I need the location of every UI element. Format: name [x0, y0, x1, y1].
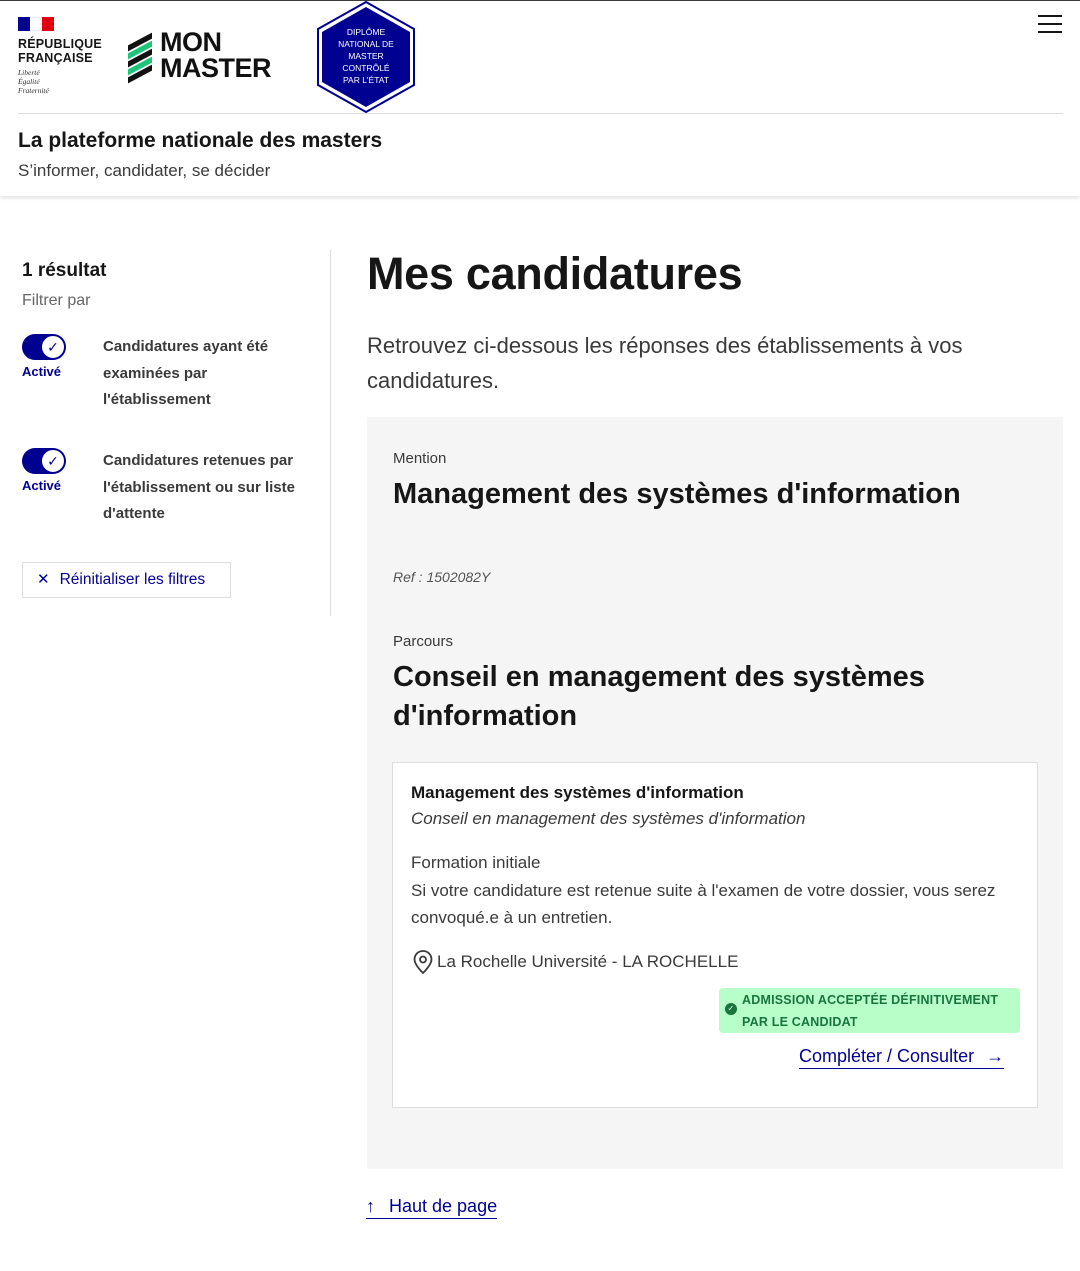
formation-type: Formation initiale [411, 853, 541, 872]
site-title[interactable]: La plateforme nationale des masters [18, 129, 383, 152]
filter-by-label: Filtrer par [22, 292, 91, 309]
mention-label: Mention [393, 450, 447, 467]
close-icon: ✕ [37, 571, 50, 588]
back-to-top-label: Haut de page [389, 1196, 498, 1216]
back-to-top-link[interactable] [366, 1196, 497, 1219]
complete-consult-link[interactable] [799, 1046, 1004, 1069]
filters-sidebar [0, 250, 331, 616]
republique-francaise-logo[interactable] [18, 17, 118, 95]
check-icon: ✓ [41, 335, 65, 359]
republic-name: RÉPUBLIQUE FRANÇAISE [18, 37, 102, 65]
french-flag-icon [18, 17, 54, 31]
card-description: Si votre candidature est retenue suite à l'examen de votre dossier, vous serez convoqué.e à un entretien. [411, 881, 996, 927]
complete-consult-label: Compléter / Consulter [799, 1046, 975, 1066]
diplome-national-badge [316, 1, 416, 113]
site-header [0, 0, 1080, 196]
parcours-title: Conseil en management des systèmes d'information [393, 661, 925, 732]
site-subtitle: S’informer, candidater, se décider [18, 161, 271, 180]
status-badge [719, 988, 1020, 1033]
check-icon: ✓ [41, 449, 65, 473]
arrow-up-icon: ↑ [366, 1196, 375, 1216]
toggle-state: Activé [22, 478, 62, 493]
toggle-state: Activé [22, 364, 62, 379]
filter-retained-label[interactable]: Candidatures retenues par l'établissement ou sur liste d'attente [103, 452, 295, 522]
status-text: ADMISSION ACCEPTÉE DÉFINITIVEMENT PAR LE CANDIDAT [742, 993, 999, 1029]
badge-text: DIPLÔME NATIONAL DE MASTER CONTRÔLÉ PAR L'ÉTAT [338, 27, 394, 85]
reset-filters-label: Réinitialiser les filtres [59, 571, 206, 588]
reset-filters-button[interactable] [22, 562, 231, 598]
arrow-right-icon: → [986, 1046, 1005, 1066]
card-subtitle: Conseil en management des systèmes d'information [411, 809, 806, 828]
mon-master-wordmark: MON MASTER [160, 27, 271, 83]
result-count: 1 résultat [22, 260, 107, 281]
application-panel [367, 417, 1063, 1169]
card-title: Management des systèmes d'information [411, 783, 744, 802]
filter-retained-toggle[interactable] [22, 448, 66, 474]
reference-code: Ref : 1502082Y [393, 569, 491, 585]
filter-examined-label[interactable]: Candidatures ayant été examinées par l'établissement [103, 338, 269, 408]
mention-title: Management des systèmes d'information [393, 478, 961, 510]
location-text: La Rochelle Université - LA ROCHELLE [437, 952, 739, 971]
application-card [392, 762, 1038, 1108]
page-intro: Retrouvez ci-dessous les réponses des établissements à vos candidatures. [367, 333, 963, 393]
parcours-label: Parcours [393, 633, 454, 650]
mon-master-logo[interactable] [128, 27, 293, 83]
republic-motto: Liberté Égalité Fraternité [18, 68, 49, 95]
filter-examined-toggle[interactable] [22, 334, 66, 360]
header-divider [18, 113, 1063, 114]
hamburger-menu-icon[interactable] [1038, 15, 1062, 35]
page-title: Mes candidatures [367, 248, 743, 299]
mon-master-mark-icon [128, 33, 152, 79]
check-circle-icon: ✓ [725, 1003, 737, 1015]
card-location [411, 949, 738, 975]
map-pin-icon [411, 949, 435, 975]
